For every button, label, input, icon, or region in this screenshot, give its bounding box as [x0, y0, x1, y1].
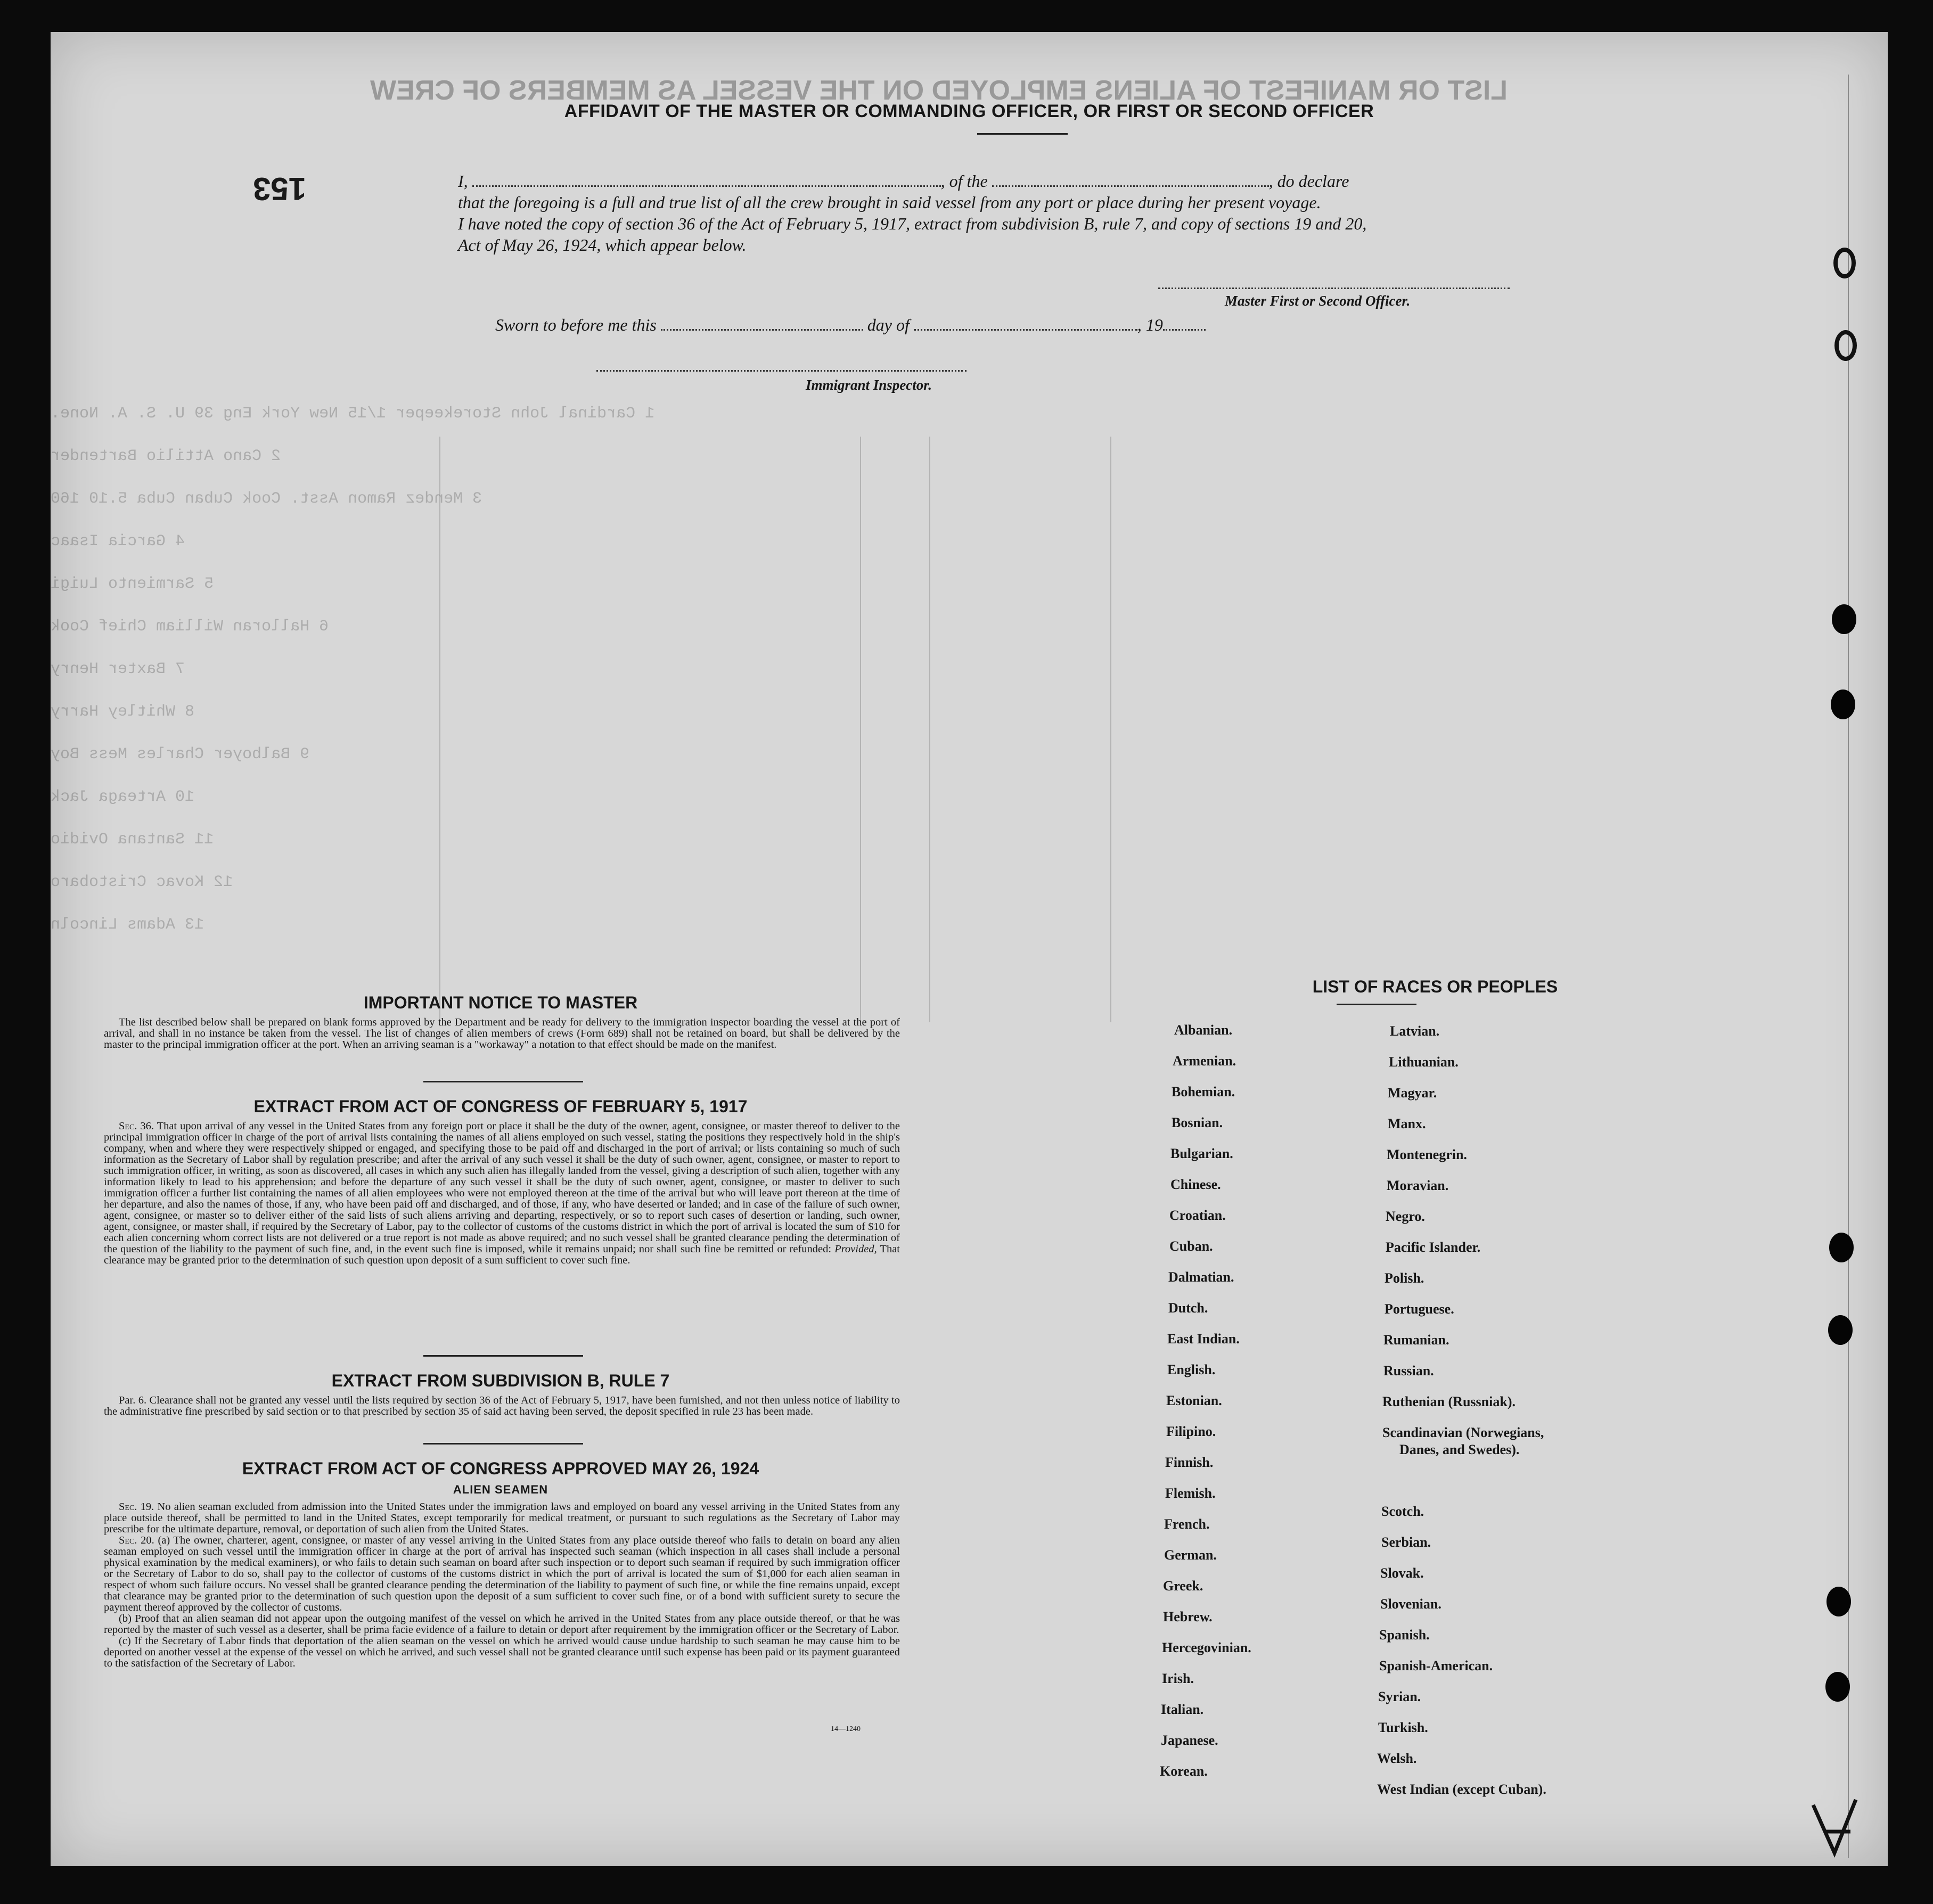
bleed-through-row: 11 Santana Ovidio [51, 831, 214, 849]
inspector-signature-label: Immigrant Inspector. [806, 377, 932, 393]
race-right: Spanish-American. [1379, 1658, 1493, 1673]
bleed-through-column-rule [1110, 437, 1111, 1022]
affidavit-title: AFFIDAVIT OF THE MASTER OR COMMANDING OFFICER, OR FIRST OR SECOND OFFICER [564, 101, 1374, 121]
bleed-through-row: 8 Whitley Harry [51, 703, 195, 721]
stamp-number: 153 [253, 171, 307, 207]
race-right: Spanish. [1379, 1627, 1430, 1643]
race-right: Serbian. [1381, 1534, 1431, 1550]
race-right: West Indian (except Cuban). [1377, 1782, 1546, 1797]
race-left: Dutch. [1168, 1300, 1208, 1316]
race-right: Polish. [1385, 1270, 1424, 1286]
bleed-through-header: LIST OR MANIFEST OF ALIENS EMPLOYED ON THE VESSEL AS MEMBERS OF CREW [370, 75, 1508, 106]
race-left: French. [1164, 1516, 1210, 1532]
bleed-through-row: 6 Halloran William Chief Cook [51, 618, 329, 636]
sworn-line: Sworn to before me this day of , 19 [495, 314, 1206, 335]
race-right: Lithuanian. [1389, 1054, 1459, 1070]
race-right: Ruthenian (Russniak). [1382, 1394, 1516, 1409]
bleed-through-column-rule [860, 437, 861, 1022]
handwritten-mark-icon [1808, 1789, 1872, 1864]
race-left: Armenian. [1173, 1053, 1236, 1069]
bleed-through-column-rule [439, 437, 440, 1022]
race-left: Finnish. [1165, 1455, 1214, 1470]
race-right: Scotch. [1381, 1504, 1424, 1519]
alien-seamen-subtitle: ALIEN SEAMEN [453, 1483, 548, 1496]
race-right: Moravian. [1387, 1178, 1449, 1193]
race-right: Rumanian. [1383, 1332, 1449, 1348]
vessel-blank[interactable] [992, 180, 1269, 187]
race-left: Bulgarian. [1170, 1146, 1233, 1161]
bleed-through-row: 7 Baxter Henry [51, 660, 185, 678]
race-left: Bohemian. [1172, 1084, 1235, 1099]
form-number: 14—1240 [831, 1725, 861, 1733]
master-signature-line[interactable] [1158, 288, 1510, 289]
master-signature-label: Master First or Second Officer. [1225, 293, 1411, 309]
race-right: Pacific Islander. [1386, 1240, 1481, 1255]
race-right: Negro. [1386, 1209, 1425, 1224]
affidavit-line-1: that the foregoing is a full and true list of all the crew brought in said vessel from any port or place during her present voyage. [458, 193, 1321, 212]
race-left: Greek. [1163, 1578, 1203, 1594]
bleed-through-row: 9 Balboyer Charles Mess Boy [51, 745, 310, 764]
races-title: LIST OF RACES OR PEOPLES [1312, 977, 1558, 996]
race-right: Slovak. [1380, 1565, 1424, 1581]
punch-hole-icon [1832, 604, 1856, 634]
race-left: Estonian. [1166, 1393, 1222, 1408]
section-rule [423, 1081, 583, 1082]
race-left: Cuban. [1169, 1238, 1213, 1254]
race-left: Korean. [1160, 1763, 1208, 1779]
rule7-text: Par. 6. Clearance shall not be granted any vessel until the lists required by section 36 of the Act of February 5, 1917, have been furnished, and not then unless notice of liability to the administrative fine prescribed by said section or to that prescribed by section 35 of said act having been served, the deposit specified in rule 23 has been made. [104, 1394, 900, 1417]
bleed-through-row: 13 Adams Lincoln [51, 916, 204, 934]
race-right: Syrian. [1378, 1689, 1421, 1704]
title-rule [977, 133, 1068, 135]
race-right: Russian. [1383, 1363, 1434, 1378]
inspector-signature-line[interactable] [596, 370, 966, 372]
section-rule [423, 1443, 583, 1445]
race-right: Scandinavian (Norwegians, [1382, 1425, 1544, 1440]
section-rule [423, 1355, 583, 1357]
race-right: Turkish. [1378, 1720, 1428, 1735]
bleed-through-row: 5 Sarmiento Luigi [51, 575, 214, 593]
punch-hole-icon [1834, 330, 1857, 361]
race-right: Portuguese. [1385, 1301, 1454, 1317]
extract-1924-text: Sec. 19. No alien seaman excluded from admission into the United States under the immigration laws and employed on board any vessel arriving in the United States from any place outside thereof, shall be permitted to land in the United States, except temporarily for medical treatment, or pursuant to such regulations as the Secretary of Labor may prescribe for the ultimate departure, removal, or deportation of such alien from the United States. Sec. 20. (a) The owner, charterer, agent, consignee, or master of any vessel arriving in the United States from any place outside thereof who fails to detain on board any alien seaman employed on such vessel until the immigration officer in charge at the port of arrival has inspected such seaman (which inspection in all cases shall include a personal physical examination by the medical examiners), or who fails to detain such seaman on board after such inspection or to deport such seaman if required by such immigration officer or the Secretary of Labor to do so, shall pay to the collector of customs of the customs district in which the port of arrival is located the sum of $1,000 for each alien seaman in respect of whom such failure occurs. No vessel shall be granted clearance pending the determination of the liability to payment of such fine, or while the fine remains unpaid, except that clearance may be granted prior to the determination of such question upon the deposit of a sum sufficient to cover such fine, or of a bond with sufficient surety to secure the payment thereof approved by the collector of customs. (b) Proof that an alien seaman did not appear upon the outgoing manifest of the vessel on which he arrived in the United States from any place outside thereof, or that he was reported by the master of such vessel as a deserter, shall be prima facie evidence of a failure to detain or deport after requirement by the immigration officer or the Secretary of Labor. (c) If the Secretary of Labor finds that deportation of the alien seaman on the vessel on which he arrived would cause undue hardship to such seaman he may cause him to be deported on another vessel at the expense of the vessel on which he arrived, and such vessel shall not be granted clearance until such expense has been paid or its payment guaranteed to the satisfaction of the Secretary of Labor. [104, 1501, 900, 1669]
race-left: Croatian. [1169, 1208, 1226, 1223]
race-left: Irish. [1162, 1671, 1194, 1686]
race-left: Filipino. [1166, 1424, 1216, 1439]
name-blank[interactable] [472, 180, 941, 187]
race-right: Manx. [1388, 1116, 1426, 1131]
affidavit-declaration-line: I, , of the , do declare [458, 171, 1349, 191]
manifest-page [51, 32, 1888, 1866]
bleed-through-row: 4 Garcia Isaac [51, 532, 185, 551]
sworn-year-blank[interactable] [1163, 324, 1206, 331]
punch-hole-icon [1831, 690, 1855, 719]
punch-hole-icon [1833, 248, 1856, 278]
bleed-through-column-rule [929, 437, 930, 1022]
race-left: Dalmatian. [1168, 1269, 1234, 1285]
race-left: Italian. [1161, 1702, 1204, 1717]
race-left: German. [1164, 1547, 1217, 1563]
affidavit-line-2: I have noted the copy of section 36 of the Act of February 5, 1917, extract from subdivision B, rule 7, and copy of sections 19 and 20, [458, 214, 1367, 233]
race-left: Hercegovinian. [1162, 1640, 1251, 1655]
punch-hole-icon [1826, 1587, 1851, 1616]
notice-title: IMPORTANT NOTICE TO MASTER [363, 993, 638, 1012]
punch-hole-icon [1825, 1672, 1850, 1702]
race-right: Magyar. [1388, 1085, 1437, 1101]
race-left: Bosnian. [1172, 1115, 1223, 1130]
punch-hole-icon [1828, 1315, 1853, 1345]
punch-hole-icon [1829, 1233, 1854, 1262]
race-right: Slovenian. [1380, 1596, 1441, 1612]
bleed-through-row: 2 Cano Attilio Bartender [51, 447, 281, 465]
bleed-through-row: 10 Arteaga Jack [51, 788, 195, 806]
race-left: Albanian. [1174, 1022, 1233, 1038]
race-right: Welsh. [1377, 1751, 1417, 1766]
race-left: Japanese. [1161, 1733, 1218, 1748]
sworn-day-blank[interactable] [661, 324, 863, 331]
race-left: English. [1167, 1362, 1216, 1377]
extract-1917-title: EXTRACT FROM ACT OF CONGRESS OF FEBRUARY 5, 1917 [253, 1097, 748, 1116]
bleed-through-row: 3 Mendez Ramon Asst. Cook Cuban Cuba 5.10 160 [51, 490, 482, 508]
sworn-month-blank[interactable] [914, 324, 1137, 331]
race-left: East Indian. [1167, 1331, 1240, 1347]
race-right: Latvian. [1390, 1023, 1440, 1039]
race-left: Flemish. [1165, 1486, 1216, 1501]
race-left: Chinese. [1170, 1177, 1221, 1192]
race-left: Hebrew. [1163, 1609, 1213, 1624]
race-right: Montenegrin. [1387, 1147, 1467, 1162]
rule7-title: EXTRACT FROM SUBDIVISION B, RULE 7 [331, 1371, 670, 1390]
extract-1924-title: EXTRACT FROM ACT OF CONGRESS APPROVED MAY 26, 1924 [242, 1459, 759, 1478]
bleed-through-row: 1 Cardinal John Storekeeper 1/15 New York Eng 39 U. S. A. None. [51, 405, 655, 423]
extract-1917-text: Sec. 36. That upon arrival of any vessel in the United States from any foreign port or place it shall be the duty of the owner, agent, consignee, or master thereof to deliver to the principal immigration officer in charge of the port of arrival lists containing the names of all aliens employed on such vessel, stating the positions they respectively hold in the ship's company, when and where they were respectively shipped or engaged, and specifying those to be paid off and discharged in the port of arrival; or lists containing so much of such information as the Secretary of Labor shall by regulation prescribe; and after the arrival of any such vessel it shall be the duty of such owner, agent, consignee, or master to report to such immigration officer, in writing, as soon as discovered, all cases in which any such alien has illegally landed from the vessel, giving a description of such alien, together with any information likely to lead to his apprehension; and before the departure of any such vessel it shall be the duty of such owner, agent, consignee, or master to deliver to such immigration officer a further list containing the names of all alien employees who were not employed thereon at the time of the arrival but who will leave port thereon at the time of her departure, and also the names of those, if any, who have been paid off and discharged, and of those, if any, who have deserted or landed; and in case of the failure of such owner, agent, consignee, or master so to deliver either of the said lists of such aliens arriving and departing, respectively, or so to report such cases of desertion or landing, such owner, agent, consignee, or master shall, if required by the Secretary of Labor, pay to the collector of customs of the customs district in which the port of arrival is located the sum of $10 for each alien concerning whom correct lists are not delivered or a true report is not made as above required; and no such vessel shall be granted clearance pending the determination of the question of the liability to the payment of such fine, and, in the event such fine is imposed, while it remains unpaid; nor shall such fine be remitted or refunded: Provided, That clearance may be granted prior to the determination of such question upon deposit of a sum sufficient to cover such fine. [104, 1120, 900, 1266]
bleed-through-row: 12 Kovac Cristobaro [51, 873, 233, 891]
races-title-rule [1337, 1004, 1416, 1005]
affidavit-line-3: Act of May 26, 1924, which appear below. [458, 235, 747, 255]
notice-text: The list described below shall be prepared on blank forms approved by the Department and be ready for delivery to the immigration inspector boarding the vessel at the port of arrival, and shall in no instance be taken from the vessel. The list of changes of alien members of crews (Form 689) shall not be retained on board, but shall be delivered by the master to the principal immigration officer at the port. When an arriving seaman is a "workaway" a notation to that effect should be made on the manifest. [104, 1016, 900, 1051]
race-right: Danes, and Swedes). [1399, 1442, 1520, 1457]
